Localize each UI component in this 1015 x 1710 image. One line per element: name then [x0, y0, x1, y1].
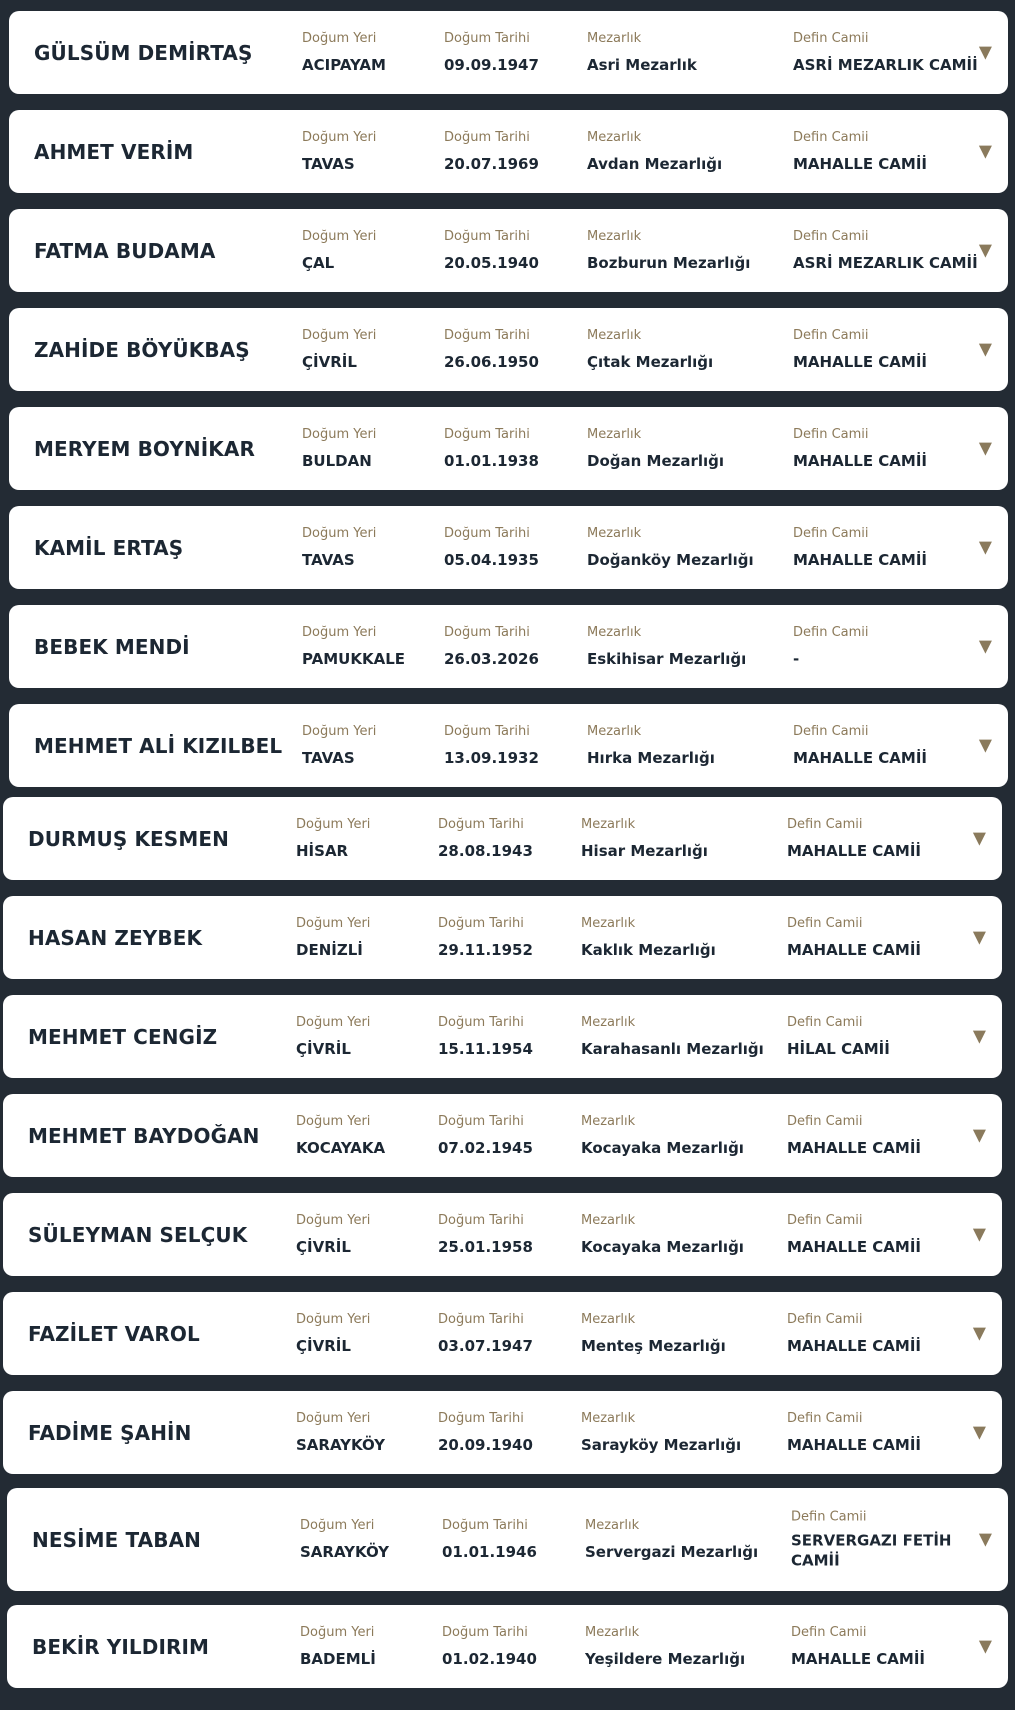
birth-date-field [438, 1312, 533, 1356]
birth-date-value: 07.02.1945 [438, 1138, 533, 1157]
caret-down-icon[interactable]: ▼ [978, 735, 992, 755]
cemetery-value: Kocayaka Mezarlığı [581, 1138, 744, 1157]
caret-down-icon[interactable]: ▼ [978, 438, 992, 458]
burial-mosque-field [793, 130, 978, 174]
cemetery-field [581, 916, 716, 960]
birth-date-field [438, 1015, 533, 1059]
birth-place-field [300, 1625, 376, 1669]
birth-place-value: KOCAYAKA [296, 1138, 386, 1157]
burial-mosque-label: Defin Camii [793, 327, 869, 343]
record-card[interactable] [3, 896, 1002, 979]
birth-date-label: Doğum Tarihi [444, 624, 530, 640]
burial-mosque-label: Defin Camii [793, 723, 869, 739]
burial-mosque-field [787, 1015, 972, 1059]
birth-place-label: Doğum Yeri [296, 816, 371, 832]
burial-mosque-label: Defin Camii [787, 1113, 863, 1129]
burial-mosque-value: SERVERGAZI FETİH CAMİİ [791, 1531, 952, 1569]
birth-place-field [296, 1213, 370, 1257]
birth-date-label: Doğum Tarihi [438, 1410, 524, 1426]
caret-down-icon[interactable]: ▼ [978, 1636, 992, 1656]
deceased-name: NESİME TABAN [32, 1527, 202, 1552]
caret-down-icon[interactable]: ▼ [978, 240, 992, 260]
cemetery-label: Mezarlık [585, 1517, 640, 1533]
burial-mosque-field [787, 1213, 972, 1257]
birth-place-value: ÇİVRİL [296, 1336, 351, 1355]
cemetery-label: Mezarlık [587, 30, 642, 46]
birth-place-field [302, 625, 405, 669]
record-card[interactable] [9, 704, 1008, 787]
burial-mosque-label: Defin Camii [791, 1624, 867, 1640]
cemetery-label: Mezarlık [581, 1014, 636, 1030]
deceased-name: MEHMET ALİ KIZILBEL [34, 733, 283, 758]
birth-date-label: Doğum Tarihi [444, 525, 530, 541]
birth-place-field [296, 1015, 370, 1059]
burial-mosque-field [787, 1114, 972, 1158]
deceased-name: GÜLSÜM DEMİRTAŞ [34, 40, 253, 65]
cemetery-value: Eskihisar Mezarlığı [587, 649, 747, 668]
burial-mosque-value: MAHALLE CAMİİ [793, 550, 927, 569]
burial-mosque-label: Defin Camii [787, 1212, 863, 1228]
birth-date-label: Doğum Tarihi [442, 1624, 528, 1640]
deceased-name: BEKİR YILDIRIM [32, 1634, 210, 1659]
birth-place-label: Doğum Yeri [296, 1212, 371, 1228]
cemetery-label: Mezarlık [587, 426, 642, 442]
birth-date-field [444, 724, 539, 768]
burial-mosque-value: MAHALLE CAMİİ [791, 1649, 925, 1668]
birth-place-label: Doğum Yeri [302, 723, 377, 739]
birth-place-label: Doğum Yeri [302, 624, 377, 640]
birth-place-label: Doğum Yeri [302, 30, 377, 46]
birth-date-field [444, 31, 539, 75]
cemetery-value: Avdan Mezarlığı [587, 154, 723, 173]
deceased-name: DURMUŞ KESMEN [28, 826, 229, 851]
burial-mosque-field [787, 817, 972, 861]
cemetery-field [581, 1312, 726, 1356]
burial-mosque-value: MAHALLE CAMİİ [787, 1336, 921, 1355]
birth-place-label: Doğum Yeri [300, 1624, 375, 1640]
caret-down-icon[interactable]: ▼ [978, 141, 992, 161]
burial-mosque-field [787, 1312, 972, 1356]
deceased-name: HASAN ZEYBEK [28, 925, 203, 950]
record-card[interactable] [9, 308, 1008, 391]
birth-place-field [302, 526, 376, 570]
birth-place-value: ÇİVRİL [296, 1039, 351, 1058]
burial-mosque-label: Defin Camii [793, 129, 869, 145]
deceased-name: SÜLEYMAN SELÇUK [28, 1222, 248, 1247]
cemetery-label: Mezarlık [587, 129, 642, 145]
birth-place-value: HİSAR [296, 841, 349, 860]
birth-place-label: Doğum Yeri [302, 426, 377, 442]
birth-date-field [442, 1625, 537, 1669]
birth-date-value: 01.02.1940 [442, 1649, 537, 1668]
birth-place-value: TAVAS [302, 550, 355, 569]
birth-place-label: Doğum Yeri [302, 327, 377, 343]
birth-place-field [300, 1518, 389, 1562]
birth-place-field [302, 229, 376, 273]
birth-date-label: Doğum Tarihi [438, 1212, 524, 1228]
burial-mosque-value: MAHALLE CAMİİ [787, 841, 921, 860]
record-card[interactable] [3, 995, 1002, 1078]
birth-date-label: Doğum Tarihi [444, 228, 530, 244]
birth-place-value: BADEMLİ [300, 1649, 376, 1668]
burial-mosque-field [791, 1509, 976, 1570]
deceased-name: FADİME ŞAHİN [28, 1420, 192, 1445]
birth-date-value: 03.07.1947 [438, 1336, 533, 1355]
cemetery-label: Mezarlık [587, 723, 642, 739]
birth-place-label: Doğum Yeri [296, 1311, 371, 1327]
birth-place-label: Doğum Yeri [296, 1410, 371, 1426]
birth-date-value: 15.11.1954 [438, 1039, 533, 1058]
burial-mosque-field [791, 1625, 976, 1669]
birth-date-label: Doğum Tarihi [438, 1311, 524, 1327]
birth-date-value: 29.11.1952 [438, 940, 533, 959]
cemetery-label: Mezarlık [581, 1113, 636, 1129]
birth-place-field [302, 130, 376, 174]
birth-place-field [296, 817, 370, 861]
birth-date-value: 20.07.1969 [444, 154, 539, 173]
deceased-name: FAZİLET VAROL [28, 1321, 200, 1346]
burial-mosque-label: Defin Camii [793, 228, 869, 244]
cemetery-label: Mezarlık [587, 327, 642, 343]
caret-down-icon[interactable]: ▼ [972, 927, 986, 947]
birth-place-field [302, 724, 376, 768]
cemetery-label: Mezarlık [581, 915, 636, 931]
burial-mosque-field [793, 229, 978, 273]
cemetery-field [581, 817, 708, 861]
birth-date-label: Doğum Tarihi [444, 129, 530, 145]
cemetery-label: Mezarlık [585, 1624, 640, 1640]
caret-down-icon[interactable]: ▼ [972, 1224, 986, 1244]
birth-date-value: 25.01.1958 [438, 1237, 533, 1256]
cemetery-value: Asri Mezarlık [587, 55, 697, 74]
birth-place-field [302, 328, 376, 372]
birth-date-label: Doğum Tarihi [444, 327, 530, 343]
birth-date-value: 05.04.1935 [444, 550, 539, 569]
birth-place-label: Doğum Yeri [302, 228, 377, 244]
cemetery-field [587, 130, 722, 174]
birth-date-label: Doğum Tarihi [438, 1014, 524, 1030]
burial-mosque-value: MAHALLE CAMİİ [793, 748, 927, 767]
cemetery-field [587, 31, 697, 75]
cemetery-value: Menteş Mezarlığı [581, 1336, 726, 1355]
birth-date-field [444, 625, 539, 669]
birth-place-value: ÇİVRİL [302, 352, 357, 371]
birth-place-label: Doğum Yeri [300, 1517, 375, 1533]
burial-mosque-field [793, 625, 978, 669]
deceased-name: BEBEK MENDİ [34, 634, 190, 659]
birth-date-field [444, 328, 539, 372]
birth-date-label: Doğum Tarihi [444, 723, 530, 739]
burial-mosque-value: MAHALLE CAMİİ [787, 1237, 921, 1256]
birth-place-value: DENİZLİ [296, 940, 363, 959]
burial-mosque-label: Defin Camii [787, 816, 863, 832]
birth-place-value: ACIPAYAM [302, 55, 386, 74]
cemetery-field [587, 526, 754, 570]
burial-mosque-value: MAHALLE CAMİİ [787, 1138, 921, 1157]
burial-mosque-value: MAHALLE CAMİİ [787, 940, 921, 959]
birth-place-label: Doğum Yeri [296, 1014, 371, 1030]
birth-date-label: Doğum Tarihi [444, 426, 530, 442]
caret-down-icon[interactable]: ▼ [972, 1125, 986, 1145]
caret-down-icon[interactable]: ▼ [978, 42, 992, 62]
birth-date-value: 26.06.1950 [444, 352, 539, 371]
cemetery-value: Hisar Mezarlığı [581, 841, 708, 860]
burial-mosque-label: Defin Camii [787, 1410, 863, 1426]
cemetery-value: Yeşildere Mezarlığı [585, 1649, 746, 1668]
burial-mosque-label: Defin Camii [787, 1311, 863, 1327]
record-card[interactable] [3, 1292, 1002, 1375]
caret-down-icon[interactable]: ▼ [972, 1026, 986, 1046]
cemetery-label: Mezarlık [581, 816, 636, 832]
birth-date-field [438, 1114, 533, 1158]
deceased-name: ZAHİDE BÖYÜKBAŞ [34, 337, 250, 362]
cemetery-value: Sarayköy Mezarlığı [581, 1435, 742, 1454]
cemetery-label: Mezarlık [581, 1311, 636, 1327]
caret-down-icon[interactable]: ▼ [978, 537, 992, 557]
birth-date-value: 01.01.1938 [444, 451, 539, 470]
cemetery-label: Mezarlık [587, 624, 642, 640]
burial-mosque-label: Defin Camii [791, 1509, 867, 1524]
birth-date-label: Doğum Tarihi [442, 1517, 528, 1533]
cemetery-value: Servergazi Mezarlığı [585, 1542, 759, 1561]
caret-down-icon[interactable]: ▼ [978, 636, 992, 656]
birth-date-value: 20.09.1940 [438, 1435, 533, 1454]
birth-date-value: 20.05.1940 [444, 253, 539, 272]
burial-mosque-value: ASRİ MEZARLIK CAMİİ [793, 253, 978, 272]
cemetery-field [587, 328, 713, 372]
birth-date-label: Doğum Tarihi [438, 915, 524, 931]
burial-mosque-field [787, 1411, 972, 1455]
birth-date-value: 28.08.1943 [438, 841, 533, 860]
burial-mosque-label: Defin Camii [793, 525, 869, 541]
cemetery-field [585, 1625, 745, 1669]
burial-mosque-label: Defin Camii [793, 624, 869, 640]
birth-place-value: SARAYKÖY [300, 1542, 390, 1561]
birth-place-field [296, 1312, 370, 1356]
record-card[interactable] [3, 797, 1002, 880]
birth-date-label: Doğum Tarihi [438, 1113, 524, 1129]
record-card[interactable] [3, 1193, 1002, 1276]
record-card[interactable] [9, 11, 1008, 94]
birth-date-label: Doğum Tarihi [444, 30, 530, 46]
cemetery-field [581, 1411, 741, 1455]
deceased-name: MEHMET CENGİZ [28, 1024, 218, 1049]
cemetery-field [581, 1114, 744, 1158]
record-card[interactable] [9, 110, 1008, 193]
birth-place-field [296, 1114, 385, 1158]
cemetery-value: Çıtak Mezarlığı [587, 352, 714, 371]
birth-date-value: 13.09.1932 [444, 748, 539, 767]
birth-place-value: ÇAL [302, 253, 335, 272]
birth-place-value: TAVAS [302, 748, 355, 767]
caret-down-icon[interactable]: ▼ [972, 828, 986, 848]
burial-mosque-field [787, 916, 972, 960]
record-card[interactable] [9, 407, 1008, 490]
burial-mosque-field [793, 724, 978, 768]
birth-date-field [442, 1518, 537, 1562]
caret-down-icon[interactable]: ▼ [972, 1323, 986, 1343]
record-card[interactable] [3, 1094, 1002, 1177]
burial-mosque-field [793, 328, 978, 372]
record-card[interactable] [9, 209, 1008, 292]
birth-date-value: 01.01.1946 [442, 1542, 537, 1561]
birth-date-value: 26.03.2026 [444, 649, 539, 668]
burial-mosque-value: - [793, 649, 800, 668]
caret-down-icon[interactable]: ▼ [972, 1422, 986, 1442]
birth-date-value: 09.09.1947 [444, 55, 539, 74]
cemetery-label: Mezarlık [581, 1212, 636, 1228]
birth-place-field [296, 916, 370, 960]
cemetery-label: Mezarlık [587, 525, 642, 541]
birth-place-value: PAMUKKALE [302, 649, 405, 668]
birth-date-field [444, 130, 539, 174]
birth-place-label: Doğum Yeri [302, 525, 377, 541]
caret-down-icon[interactable]: ▼ [978, 339, 992, 359]
burial-mosque-value: MAHALLE CAMİİ [793, 451, 927, 470]
burial-mosque-value: ASRİ MEZARLIK CAMİİ [793, 55, 978, 74]
cemetery-value: Doğanköy Mezarlığı [587, 550, 754, 569]
burial-mosque-label: Defin Camii [793, 426, 869, 442]
birth-date-field [438, 1411, 533, 1455]
birth-place-label: Doğum Yeri [296, 915, 371, 931]
cemetery-value: Karahasanlı Mezarlığı [581, 1039, 764, 1058]
cemetery-value: Kaklık Mezarlığı [581, 940, 716, 959]
birth-date-field [438, 817, 533, 861]
cemetery-field [585, 1518, 758, 1562]
cemetery-value: Doğan Mezarlığı [587, 451, 725, 470]
burial-mosque-value: MAHALLE CAMİİ [787, 1435, 921, 1454]
record-card[interactable] [3, 1391, 1002, 1474]
cemetery-field [581, 1213, 744, 1257]
burial-mosque-value: MAHALLE CAMİİ [793, 352, 927, 371]
record-card[interactable] [9, 506, 1008, 589]
birth-place-value: SARAYKÖY [296, 1435, 386, 1454]
birth-place-label: Doğum Yeri [296, 1113, 371, 1129]
caret-down-icon[interactable]: ▼ [978, 1529, 992, 1549]
burial-mosque-value: HİLAL CAMİİ [787, 1039, 890, 1058]
deceased-name: KAMİL ERTAŞ [34, 535, 184, 560]
cemetery-label: Mezarlık [587, 228, 642, 244]
cemetery-value: Hırka Mezarlığı [587, 748, 715, 767]
birth-place-value: ÇİVRİL [296, 1237, 351, 1256]
cemetery-value: Kocayaka Mezarlığı [581, 1237, 744, 1256]
burial-mosque-field [793, 31, 978, 75]
burial-mosque-field [793, 526, 978, 570]
birth-date-field [438, 916, 533, 960]
deceased-name: AHMET VERİM [34, 139, 194, 164]
burial-mosque-label: Defin Camii [793, 30, 869, 46]
birth-date-field [444, 526, 539, 570]
cemetery-field [587, 625, 746, 669]
cemetery-value: Bozburun Mezarlığı [587, 253, 751, 272]
record-card[interactable] [9, 605, 1008, 688]
birth-place-field [302, 427, 376, 471]
burial-mosque-label: Defin Camii [787, 1014, 863, 1030]
birth-place-value: TAVAS [302, 154, 355, 173]
burial-mosque-label: Defin Camii [787, 915, 863, 931]
burial-mosque-value: MAHALLE CAMİİ [793, 154, 927, 173]
birth-date-field [444, 427, 539, 471]
cemetery-label: Mezarlık [581, 1410, 636, 1426]
birth-date-label: Doğum Tarihi [438, 816, 524, 832]
record-card[interactable] [7, 1488, 1008, 1591]
record-card[interactable] [7, 1605, 1008, 1688]
cemetery-field [581, 1015, 764, 1059]
birth-place-field [296, 1411, 385, 1455]
birth-date-field [438, 1213, 533, 1257]
birth-date-field [444, 229, 539, 273]
cemetery-field [587, 427, 724, 471]
deceased-name: FATMA BUDAMA [34, 238, 216, 263]
birth-place-value: BULDAN [302, 451, 372, 470]
cemetery-field [587, 229, 750, 273]
birth-place-label: Doğum Yeri [302, 129, 377, 145]
birth-place-field [302, 31, 386, 75]
burial-mosque-field [793, 427, 978, 471]
deceased-name: MERYEM BOYNİKAR [34, 436, 255, 461]
deceased-name: MEHMET BAYDOĞAN [28, 1123, 260, 1148]
cemetery-field [587, 724, 715, 768]
